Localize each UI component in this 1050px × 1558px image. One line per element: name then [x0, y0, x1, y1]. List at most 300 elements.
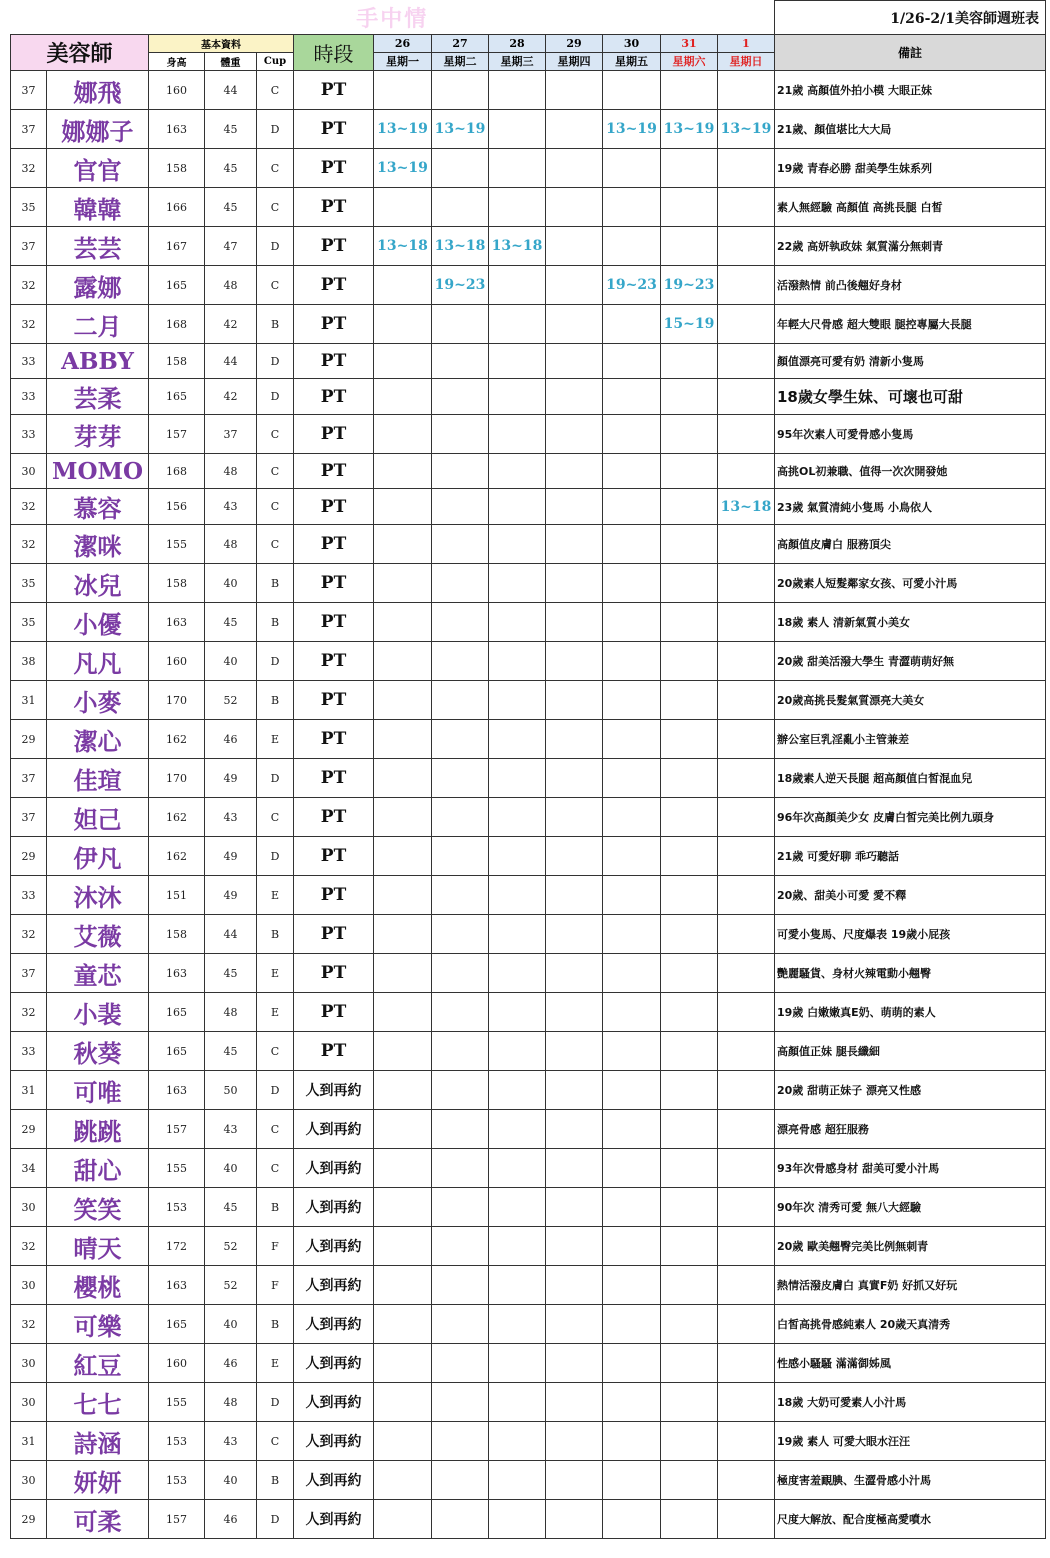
shift-cell — [603, 681, 661, 720]
shift-cell — [546, 837, 603, 876]
shift-cell — [661, 1227, 718, 1266]
table-row — [11, 1305, 1046, 1344]
shift-cell — [374, 837, 432, 876]
slot-cell: PT — [294, 525, 374, 564]
header-day-weekday: 星期一 — [374, 53, 432, 71]
height-cell: 160 — [149, 71, 205, 110]
shift-cell — [374, 603, 432, 642]
shift-cell — [603, 305, 661, 344]
height-cell: 156 — [149, 489, 205, 525]
shift-cell — [546, 454, 603, 489]
shift-cell — [374, 415, 432, 454]
weight-cell: 45 — [205, 110, 257, 149]
table-row — [11, 1500, 1046, 1539]
age-cell: 32 — [11, 305, 47, 344]
name-cell: 可樂 — [47, 1305, 149, 1344]
table-row — [11, 454, 1046, 489]
cup-cell: C — [257, 1032, 294, 1071]
slot-cell: 人到再約 — [294, 1500, 374, 1539]
header-weight: 體重 — [205, 53, 257, 71]
shift-cell — [718, 415, 775, 454]
table-row — [11, 993, 1046, 1032]
weight-cell: 45 — [205, 149, 257, 188]
shift-cell — [374, 876, 432, 915]
shift-cell — [661, 489, 718, 525]
height-cell: 165 — [149, 266, 205, 305]
height-cell: 163 — [149, 1071, 205, 1110]
table-row — [11, 1461, 1046, 1500]
shift-cell — [546, 1500, 603, 1539]
shift-cell — [432, 720, 489, 759]
shift-cell — [718, 720, 775, 759]
name-cell: 潔咪 — [47, 525, 149, 564]
shift-cell — [546, 305, 603, 344]
shift-cell — [432, 876, 489, 915]
table-row — [11, 1032, 1046, 1071]
shift-cell — [432, 642, 489, 681]
age-cell: 30 — [11, 1461, 47, 1500]
cup-cell: C — [257, 489, 294, 525]
shift-cell — [661, 1071, 718, 1110]
slot-cell: 人到再約 — [294, 1344, 374, 1383]
table-row — [11, 759, 1046, 798]
shift-cell — [546, 681, 603, 720]
shift-cell — [489, 525, 546, 564]
cup-cell: B — [257, 681, 294, 720]
height-cell: 170 — [149, 681, 205, 720]
shift-cell — [374, 1149, 432, 1188]
shift-cell — [432, 188, 489, 227]
age-cell: 29 — [11, 1500, 47, 1539]
height-cell: 153 — [149, 1188, 205, 1227]
table-row — [11, 1344, 1046, 1383]
shift-cell — [718, 227, 775, 266]
shift-cell — [374, 564, 432, 603]
name-cell: 櫻桃 — [47, 1266, 149, 1305]
weight-cell: 48 — [205, 454, 257, 489]
height-cell: 158 — [149, 149, 205, 188]
table-row — [11, 305, 1046, 344]
slot-cell: 人到再約 — [294, 1305, 374, 1344]
header-day-date: 28 — [489, 35, 546, 53]
cup-cell: E — [257, 954, 294, 993]
shift-cell — [432, 1500, 489, 1539]
table-row — [11, 149, 1046, 188]
shift-cell — [432, 379, 489, 415]
cup-cell: B — [257, 1305, 294, 1344]
shift-cell — [603, 993, 661, 1032]
shift-cell — [603, 344, 661, 379]
header-slot: 時段 — [294, 35, 374, 71]
weight-cell: 43 — [205, 1110, 257, 1149]
height-cell: 155 — [149, 1383, 205, 1422]
shift-cell — [661, 454, 718, 489]
shift-cell — [661, 1032, 718, 1071]
age-cell: 32 — [11, 525, 47, 564]
shift-cell — [603, 379, 661, 415]
height-cell: 153 — [149, 1461, 205, 1500]
name-cell: 芸柔 — [47, 379, 149, 415]
shift-cell — [718, 1266, 775, 1305]
age-cell: 30 — [11, 1344, 47, 1383]
shift-cell — [546, 1227, 603, 1266]
header-name: 美容師 — [11, 35, 149, 71]
shift-cell — [603, 149, 661, 188]
table-row — [11, 525, 1046, 564]
shift-cell — [374, 454, 432, 489]
shift-cell — [603, 227, 661, 266]
shift-cell — [432, 149, 489, 188]
shift-cell — [489, 1110, 546, 1149]
name-cell: 笑笑 — [47, 1188, 149, 1227]
shift-cell — [432, 564, 489, 603]
weight-cell: 44 — [205, 915, 257, 954]
age-cell: 29 — [11, 837, 47, 876]
slot-cell: PT — [294, 642, 374, 681]
shift-cell — [432, 681, 489, 720]
table-row — [11, 1149, 1046, 1188]
cup-cell: E — [257, 720, 294, 759]
slot-cell: PT — [294, 379, 374, 415]
cup-cell: B — [257, 603, 294, 642]
height-cell: 157 — [149, 1110, 205, 1149]
shift-cell — [603, 1344, 661, 1383]
shift-cell — [489, 720, 546, 759]
shift-cell — [546, 1032, 603, 1071]
note-cell: 21歲、顏值堪比大大局 — [775, 110, 1046, 149]
table-row — [11, 954, 1046, 993]
shift-cell — [374, 954, 432, 993]
shift-cell: 13~19 — [718, 110, 775, 149]
header-day-date: 1 — [718, 35, 775, 53]
shift-cell — [603, 1266, 661, 1305]
table-row — [11, 266, 1046, 305]
weight-cell: 40 — [205, 1149, 257, 1188]
height-cell: 155 — [149, 1149, 205, 1188]
shift-cell — [546, 379, 603, 415]
shift-cell — [603, 1305, 661, 1344]
table-row — [11, 227, 1046, 266]
height-cell: 162 — [149, 720, 205, 759]
table-row — [11, 876, 1046, 915]
table-row — [11, 1071, 1046, 1110]
note-cell: 顏值漂亮可愛有奶 清新小隻馬 — [775, 344, 1046, 379]
table-row — [11, 188, 1046, 227]
shift-cell — [432, 993, 489, 1032]
name-cell: 官官 — [47, 149, 149, 188]
shift-cell — [546, 110, 603, 149]
note-cell: 高顏值正妹 腿長纖細 — [775, 1032, 1046, 1071]
shift-cell — [661, 149, 718, 188]
shift-cell — [546, 720, 603, 759]
height-cell: 158 — [149, 564, 205, 603]
height-cell: 163 — [149, 603, 205, 642]
shift-cell — [603, 798, 661, 837]
shift-cell — [661, 954, 718, 993]
shift-cell — [546, 798, 603, 837]
shift-cell — [374, 1188, 432, 1227]
name-cell: 二月 — [47, 305, 149, 344]
header-day-date: 26 — [374, 35, 432, 53]
shift-cell — [603, 1500, 661, 1539]
age-cell: 37 — [11, 759, 47, 798]
shift-cell — [661, 681, 718, 720]
name-cell: 娜娜子 — [47, 110, 149, 149]
cup-cell: C — [257, 1110, 294, 1149]
slot-cell: 人到再約 — [294, 1422, 374, 1461]
shift-cell — [546, 227, 603, 266]
shift-cell — [432, 1344, 489, 1383]
shift-cell — [661, 1383, 718, 1422]
shift-cell — [603, 603, 661, 642]
table-row — [11, 1110, 1046, 1149]
cup-cell: F — [257, 1266, 294, 1305]
weekly-schedule-table — [10, 0, 1046, 1539]
age-cell: 29 — [11, 720, 47, 759]
shift-cell — [489, 1188, 546, 1227]
cup-cell: C — [257, 525, 294, 564]
cup-cell: C — [257, 71, 294, 110]
shift-cell — [374, 266, 432, 305]
shift-cell — [661, 759, 718, 798]
name-cell: 小麥 — [47, 681, 149, 720]
age-cell: 32 — [11, 915, 47, 954]
slot-cell: PT — [294, 837, 374, 876]
name-cell: 佳瑄 — [47, 759, 149, 798]
weight-cell: 48 — [205, 266, 257, 305]
shift-cell — [374, 1500, 432, 1539]
weight-cell: 42 — [205, 305, 257, 344]
shift-cell — [546, 642, 603, 681]
shift-cell — [489, 379, 546, 415]
weight-cell: 45 — [205, 1188, 257, 1227]
cup-cell: E — [257, 876, 294, 915]
name-cell: 童芯 — [47, 954, 149, 993]
shift-cell — [718, 759, 775, 798]
age-cell: 37 — [11, 227, 47, 266]
shift-cell — [603, 525, 661, 564]
table-row — [11, 110, 1046, 149]
weight-cell: 43 — [205, 1422, 257, 1461]
shift-cell — [374, 681, 432, 720]
name-cell: 伊凡 — [47, 837, 149, 876]
schedule-title: 1/26-2/1美容師週班表 — [775, 1, 1046, 35]
shift-cell — [489, 954, 546, 993]
slot-cell: 人到再約 — [294, 1149, 374, 1188]
shift-cell — [374, 642, 432, 681]
shift-cell — [546, 1110, 603, 1149]
table-row — [11, 415, 1046, 454]
name-cell: 七七 — [47, 1383, 149, 1422]
shift-cell — [374, 759, 432, 798]
shift-cell — [546, 876, 603, 915]
cup-cell: D — [257, 1500, 294, 1539]
shift-cell — [489, 305, 546, 344]
age-cell: 33 — [11, 379, 47, 415]
note-cell: 年輕大尺骨感 超大雙眼 腿控專屬大長腿 — [775, 305, 1046, 344]
shift-cell — [489, 759, 546, 798]
table-row — [11, 720, 1046, 759]
shift-cell — [489, 876, 546, 915]
table-row — [11, 1227, 1046, 1266]
shift-cell — [432, 1110, 489, 1149]
shift-cell — [432, 525, 489, 564]
shift-cell — [718, 642, 775, 681]
shift-cell — [603, 1461, 661, 1500]
shift-cell — [432, 1422, 489, 1461]
shift-cell — [432, 1266, 489, 1305]
shift-cell — [661, 564, 718, 603]
height-cell: 163 — [149, 110, 205, 149]
shift-cell — [603, 954, 661, 993]
shift-cell — [432, 489, 489, 525]
table-row — [11, 344, 1046, 379]
note-cell: 性感小騷騷 滿滿御姊風 — [775, 1344, 1046, 1383]
table-row — [11, 1422, 1046, 1461]
shift-cell — [661, 1422, 718, 1461]
height-cell: 153 — [149, 1422, 205, 1461]
table-row — [11, 837, 1046, 876]
shift-cell — [374, 798, 432, 837]
header-day-date: 30 — [603, 35, 661, 53]
shift-cell — [661, 720, 718, 759]
age-cell: 33 — [11, 876, 47, 915]
name-cell: 芸芸 — [47, 227, 149, 266]
height-cell: 165 — [149, 993, 205, 1032]
shift-cell — [661, 188, 718, 227]
shift-cell — [603, 642, 661, 681]
shift-cell — [374, 71, 432, 110]
cup-cell: F — [257, 1227, 294, 1266]
slot-cell: PT — [294, 305, 374, 344]
height-cell: 162 — [149, 837, 205, 876]
weight-cell: 52 — [205, 1227, 257, 1266]
note-cell: 尺度大解放、配合度極高愛噴水 — [775, 1500, 1046, 1539]
age-cell: 32 — [11, 149, 47, 188]
weight-cell: 46 — [205, 720, 257, 759]
slot-cell: 人到再約 — [294, 1188, 374, 1227]
slot-cell: PT — [294, 954, 374, 993]
header-day-weekday: 星期五 — [603, 53, 661, 71]
shift-cell: 13~18 — [374, 227, 432, 266]
shift-cell — [546, 525, 603, 564]
header-cup: Cup — [257, 53, 294, 71]
name-cell: 可柔 — [47, 1500, 149, 1539]
shift-cell — [546, 1383, 603, 1422]
shift-cell — [489, 1071, 546, 1110]
weight-cell: 43 — [205, 798, 257, 837]
note-cell: 22歲 高妍執政妹 氣質滿分無刺青 — [775, 227, 1046, 266]
age-cell: 38 — [11, 642, 47, 681]
height-cell: 163 — [149, 1266, 205, 1305]
shift-cell — [489, 1266, 546, 1305]
shift-cell — [718, 837, 775, 876]
slot-cell: 人到再約 — [294, 1266, 374, 1305]
weight-cell: 43 — [205, 489, 257, 525]
shift-cell — [432, 415, 489, 454]
shift-cell — [661, 344, 718, 379]
weight-cell: 44 — [205, 344, 257, 379]
shift-cell — [489, 1422, 546, 1461]
shift-cell — [546, 188, 603, 227]
table-row — [11, 1383, 1046, 1422]
shift-cell — [661, 1500, 718, 1539]
cup-cell: C — [257, 1422, 294, 1461]
name-cell: 小裴 — [47, 993, 149, 1032]
shift-cell — [432, 1032, 489, 1071]
header-day-weekday: 星期六 — [661, 53, 718, 71]
shift-cell — [603, 564, 661, 603]
name-cell: 慕容 — [47, 489, 149, 525]
note-cell: 18歲 大奶可愛素人小汁馬 — [775, 1383, 1046, 1422]
header-day-date: 29 — [546, 35, 603, 53]
shift-cell — [661, 379, 718, 415]
shift-cell — [546, 954, 603, 993]
height-cell: 168 — [149, 305, 205, 344]
shift-cell — [374, 1110, 432, 1149]
shift-cell — [661, 915, 718, 954]
name-cell: 娜飛 — [47, 71, 149, 110]
cup-cell: C — [257, 798, 294, 837]
shift-cell — [603, 1149, 661, 1188]
shift-cell — [661, 876, 718, 915]
shift-cell — [489, 415, 546, 454]
table-row — [11, 915, 1046, 954]
shift-cell — [718, 1344, 775, 1383]
shift-cell — [603, 1422, 661, 1461]
shift-cell — [374, 720, 432, 759]
slot-cell: PT — [294, 71, 374, 110]
note-cell: 20歲高挑長髮氣質漂亮大美女 — [775, 681, 1046, 720]
shift-cell — [546, 1305, 603, 1344]
note-cell: 漂亮骨感 超狂服務 — [775, 1110, 1046, 1149]
shift-cell — [374, 305, 432, 344]
shift-cell — [546, 71, 603, 110]
cup-cell: D — [257, 1383, 294, 1422]
name-cell: 艾薇 — [47, 915, 149, 954]
shift-cell — [432, 1227, 489, 1266]
weight-cell: 45 — [205, 188, 257, 227]
cup-cell: D — [257, 759, 294, 798]
shift-cell — [489, 454, 546, 489]
weight-cell: 48 — [205, 993, 257, 1032]
shift-cell — [661, 993, 718, 1032]
slot-cell: PT — [294, 110, 374, 149]
age-cell: 30 — [11, 1383, 47, 1422]
shift-cell — [718, 954, 775, 993]
shift-cell: 13~19 — [603, 110, 661, 149]
age-cell: 32 — [11, 993, 47, 1032]
cup-cell: D — [257, 1071, 294, 1110]
shift-cell — [546, 603, 603, 642]
name-cell: 妲己 — [47, 798, 149, 837]
age-cell: 35 — [11, 188, 47, 227]
shift-cell — [546, 1422, 603, 1461]
cup-cell: B — [257, 305, 294, 344]
weight-cell: 45 — [205, 603, 257, 642]
cup-cell: B — [257, 1188, 294, 1227]
shift-cell — [718, 344, 775, 379]
slot-cell: PT — [294, 344, 374, 379]
shift-cell — [603, 1188, 661, 1227]
age-cell: 37 — [11, 798, 47, 837]
shift-cell: 13~19 — [661, 110, 718, 149]
name-cell: 韓韓 — [47, 188, 149, 227]
name-cell: 妍妍 — [47, 1461, 149, 1500]
shift-cell — [603, 1071, 661, 1110]
slot-cell: PT — [294, 876, 374, 915]
age-cell: 31 — [11, 681, 47, 720]
